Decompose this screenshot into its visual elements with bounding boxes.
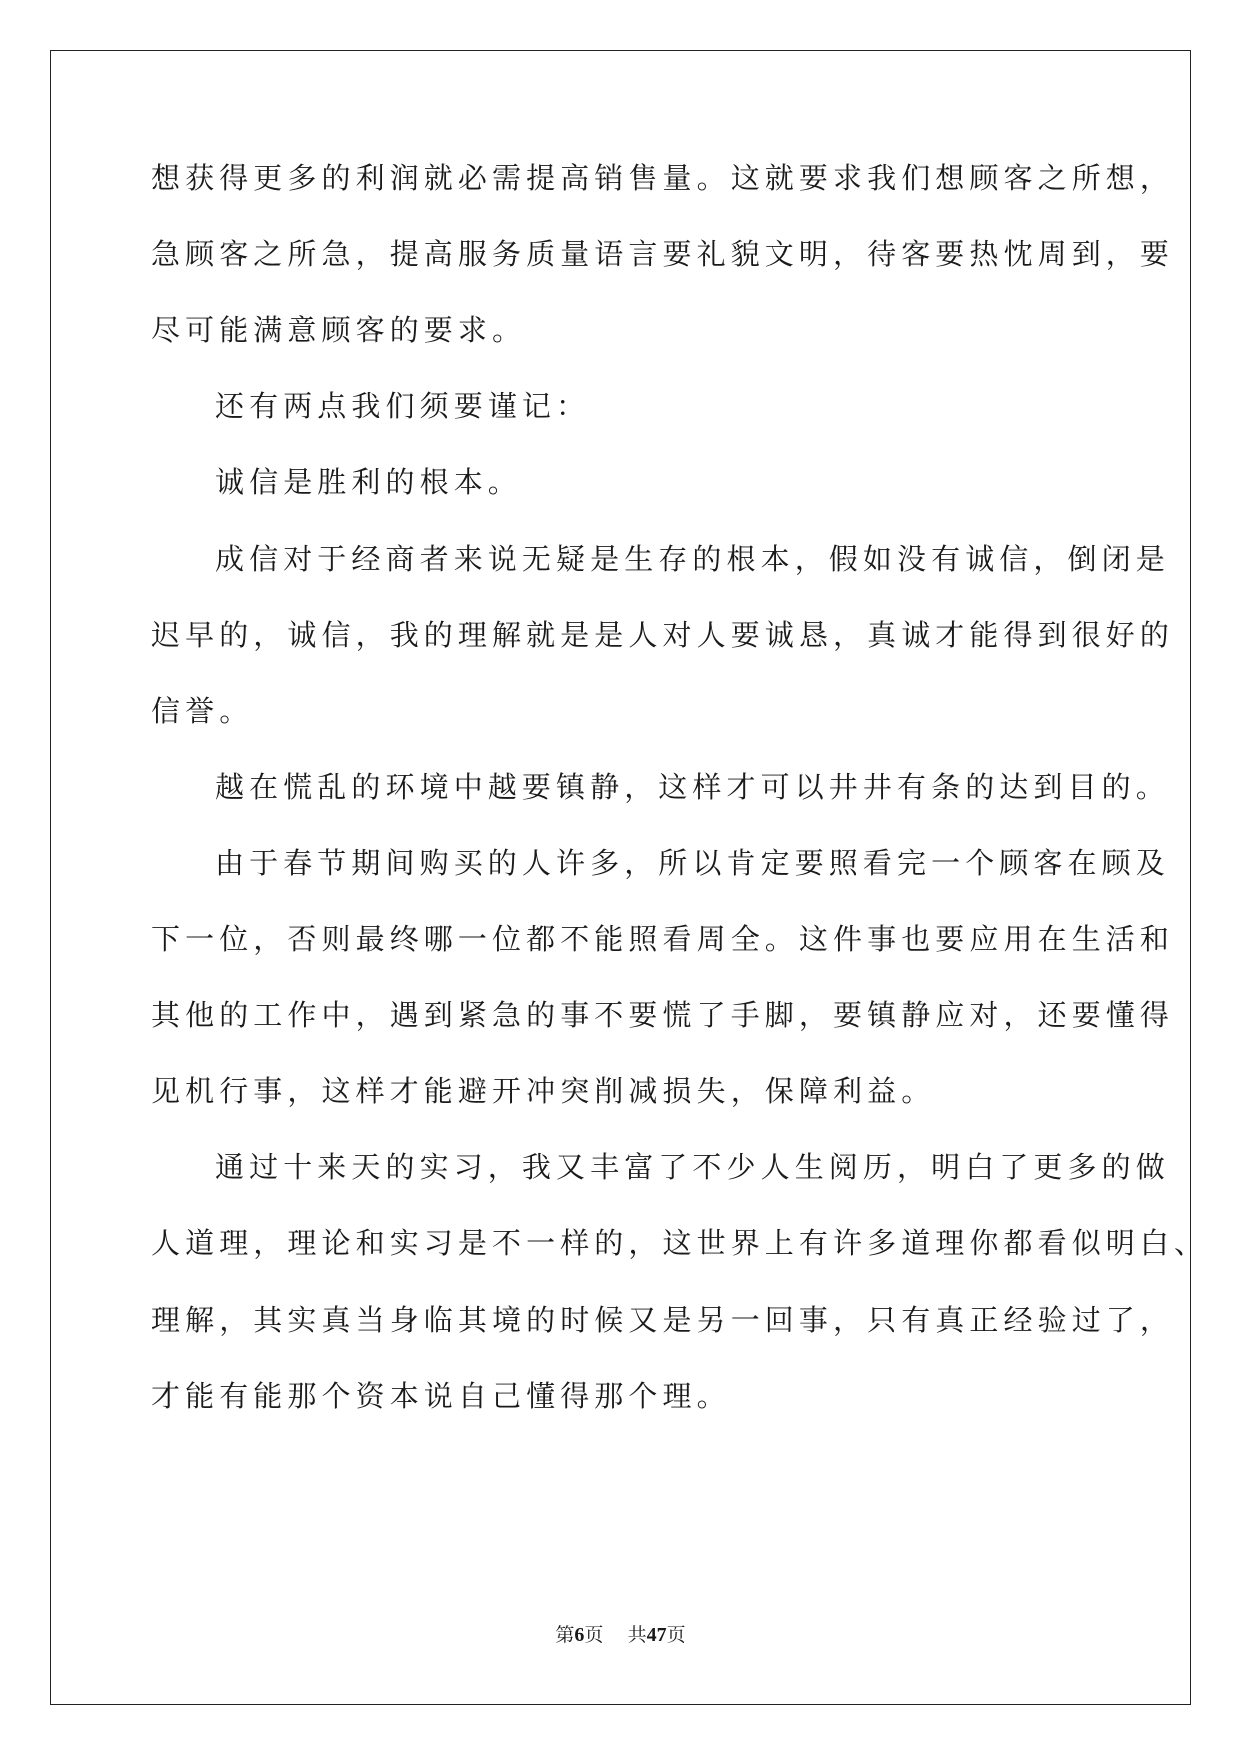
paragraph-line: 急顾客之所急，提高服务质量语言要礼貌文明，待客要热忱周到，要	[151, 237, 1175, 272]
paragraph-line: 下一位，否则最终哪一位都不能照看周全。这件事也要应用在生活和	[151, 922, 1175, 956]
paragraph-line: 诚信是胜利的根本。	[215, 465, 522, 500]
paragraph-line: 人道理，理论和实习是不一样的，这世界上有许多道理你都看似明白、	[151, 1226, 1209, 1261]
paragraph-line: 见机行事，这样才能避开冲突削减损失，保障利益。	[151, 1074, 936, 1109]
paragraph-line: 由于春节期间购买的人许多，所以肯定要照看完一个顾客在顾及	[215, 845, 1170, 880]
paragraph-line: 其他的工作中，遇到紧急的事不要慌了手脚，要镇静应对，还要懂得	[151, 998, 1175, 1033]
paragraph-line: 才能有能那个资本说自己懂得那个理。	[151, 1378, 731, 1413]
paragraph-line: 越在慌乱的环境中越要镇静，这样才可以井井有条的达到目的。	[215, 769, 1170, 804]
paragraph-line: 还有两点我们须要谨记：	[215, 389, 591, 424]
footer-total-prefix: 共	[627, 1624, 647, 1646]
paragraph-line: 通过十来天的实习，我又丰富了不少人生阅历，明白了更多的做	[215, 1150, 1170, 1185]
paragraph-line: 成信对于经商者来说无疑是生存的根本，假如没有诚信，倒闭是	[215, 541, 1170, 576]
footer-page-suffix: 页	[584, 1624, 604, 1646]
paragraph-line: 迟早的，诚信，我的理解就是是人对人要诚恳，真诚才能得到很好的	[151, 617, 1175, 652]
paragraph-line: 理解，其实真当身临其境的时候又是另一回事，只有真正经验过了，	[151, 1302, 1175, 1337]
paragraph-line: 想获得更多的利润就必需提高销售量。这就要求我们想顾客之所想，	[151, 161, 1175, 195]
total-page-count: 47	[646, 1624, 667, 1646]
paragraph-line: 信誉。	[151, 693, 254, 728]
paragraph-line: 尽可能满意顾客的要求。	[151, 313, 527, 348]
current-page-number: 6	[574, 1624, 585, 1646]
page-footer	[0, 1623, 1241, 1647]
footer-total-suffix: 页	[666, 1624, 686, 1646]
footer-prefix: 第	[555, 1624, 575, 1646]
